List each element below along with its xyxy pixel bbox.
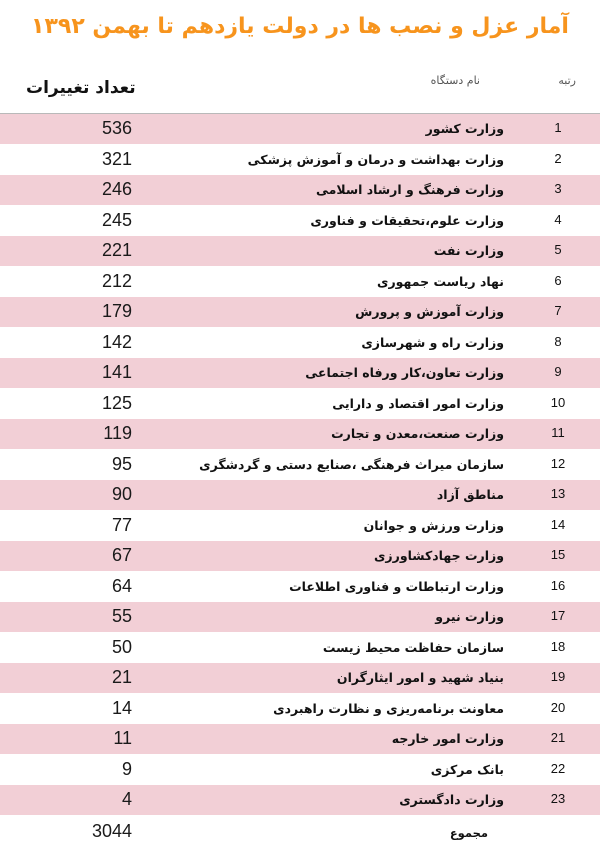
- row-rank: 6: [554, 272, 562, 288]
- row-name: بنیاد شهید و امور ایثارگران: [336, 670, 504, 685]
- row-count: 321: [101, 148, 132, 169]
- row-name: وزارت نفت: [433, 243, 504, 258]
- row-count: 119: [103, 423, 132, 443]
- total-row: [0, 818, 600, 848]
- row-rank: 9: [554, 364, 562, 379]
- row-rank: 19: [550, 669, 566, 684]
- row-rank: 10: [550, 394, 566, 410]
- row-rank: 7: [554, 303, 562, 318]
- row-name: وزارت دادگستری: [399, 792, 504, 807]
- table-row: [0, 755, 600, 786]
- row-count: 4: [121, 789, 132, 809]
- table-row: [0, 572, 600, 603]
- table-row: [0, 480, 600, 511]
- row-name: وزارت بهداشت و درمان و آموزش پزشکی: [247, 151, 504, 167]
- row-rank: 2: [554, 150, 562, 166]
- table-row: [0, 511, 600, 542]
- row-rank: 17: [550, 608, 566, 623]
- row-rank: 21: [550, 730, 566, 745]
- table-row: [0, 785, 600, 816]
- row-count: 141: [101, 362, 132, 382]
- row-rank: 12: [550, 455, 566, 471]
- row-count: 14: [111, 697, 132, 718]
- row-rank: 1: [554, 120, 562, 135]
- row-rank: 3: [554, 181, 562, 196]
- row-rank: 5: [554, 242, 562, 257]
- header-name: نام دستگاه: [430, 74, 480, 87]
- header-count: تعداد تغییرات: [26, 78, 136, 98]
- row-count: 536: [101, 118, 132, 138]
- row-name: وزارت آموزش و پرورش: [355, 304, 504, 319]
- page-title: آمار عزل و نصب ها در دولت یازدهم تا بهمن ۱۳۹۲: [31, 14, 569, 39]
- row-name: وزارت علوم،تحقیقات و فناوری: [310, 212, 504, 228]
- row-count: 142: [101, 331, 132, 352]
- table-row: [0, 206, 600, 237]
- table-row: [0, 541, 600, 572]
- table-row: [0, 297, 600, 328]
- table-row: [0, 267, 600, 298]
- row-name: سازمان میراث فرهنگی ،صنایع دستی و گردشگری: [199, 456, 504, 472]
- table-row: [0, 389, 600, 420]
- table-row: [0, 358, 600, 389]
- row-name: نهاد ریاست جمهوری: [377, 273, 504, 289]
- row-name: سازمان حفاظت محیط زیست: [322, 639, 504, 655]
- table-body: [0, 114, 600, 816]
- row-name: مناطق آزاد: [436, 487, 504, 502]
- header-rank: رتبه: [558, 74, 576, 87]
- row-rank: 11: [551, 425, 565, 440]
- row-name: وزارت راه و شهرسازی: [361, 334, 504, 350]
- row-name: وزارت تعاون،کار ورفاه اجتماعی: [305, 365, 504, 380]
- row-name: وزارت صنعت،معدن و تجارت: [331, 426, 504, 441]
- total-count: 3044: [91, 821, 132, 841]
- row-rank: 16: [550, 577, 566, 593]
- row-count: 245: [101, 209, 132, 230]
- row-count: 55: [111, 606, 132, 626]
- table-row: [0, 236, 600, 267]
- row-name: وزارت کشور: [425, 121, 504, 136]
- table-row: [0, 145, 600, 176]
- row-name: وزارت امور خارجه: [391, 731, 504, 746]
- row-name: وزارت نیرو: [435, 609, 504, 624]
- table-header: [0, 62, 600, 114]
- row-name: وزارت فرهنگ و ارشاد اسلامی: [315, 182, 504, 197]
- row-name: بانک مرکزی: [430, 761, 504, 777]
- row-name: وزارت امور اقتصاد و دارایی: [332, 395, 504, 411]
- table-row: [0, 633, 600, 664]
- row-rank: 23: [550, 791, 566, 806]
- row-rank: 15: [550, 547, 566, 562]
- table-row: [0, 114, 600, 145]
- row-count: 64: [111, 575, 132, 596]
- row-rank: 14: [550, 516, 566, 532]
- row-count: 125: [101, 392, 132, 413]
- table-row: [0, 663, 600, 694]
- row-count: 179: [101, 301, 132, 321]
- row-count: 221: [101, 240, 132, 260]
- table-row: [0, 694, 600, 725]
- row-count: 11: [113, 728, 132, 748]
- row-rank: 4: [554, 211, 562, 227]
- row-count: 77: [111, 514, 132, 535]
- row-rank: 22: [550, 760, 566, 776]
- table-row: [0, 328, 600, 359]
- row-count: 67: [111, 545, 132, 565]
- table-row: [0, 175, 600, 206]
- row-count: 21: [111, 667, 132, 687]
- table-row: [0, 450, 600, 481]
- row-name: معاونت برنامه‌ریزی و نظارت راهبردی: [273, 700, 504, 716]
- row-rank: 8: [554, 333, 562, 349]
- table-row: [0, 724, 600, 755]
- row-count: 50: [111, 636, 132, 657]
- row-name: وزارت ارتباطات و فناوری اطلاعات: [289, 578, 504, 594]
- row-rank: 13: [550, 486, 566, 501]
- row-count: 246: [101, 179, 132, 199]
- row-count: 90: [111, 484, 132, 504]
- total-label: مجموع: [449, 826, 488, 840]
- row-name: وزارت جهادکشاورزی: [373, 548, 504, 563]
- row-rank: 20: [550, 699, 566, 715]
- row-count: 212: [101, 270, 132, 291]
- table-row: [0, 419, 600, 450]
- row-name: وزارت ورزش و جوانان: [363, 517, 504, 533]
- table-row: [0, 602, 600, 633]
- row-rank: 18: [550, 638, 566, 654]
- row-count: 95: [111, 453, 132, 474]
- row-count: 9: [121, 758, 132, 779]
